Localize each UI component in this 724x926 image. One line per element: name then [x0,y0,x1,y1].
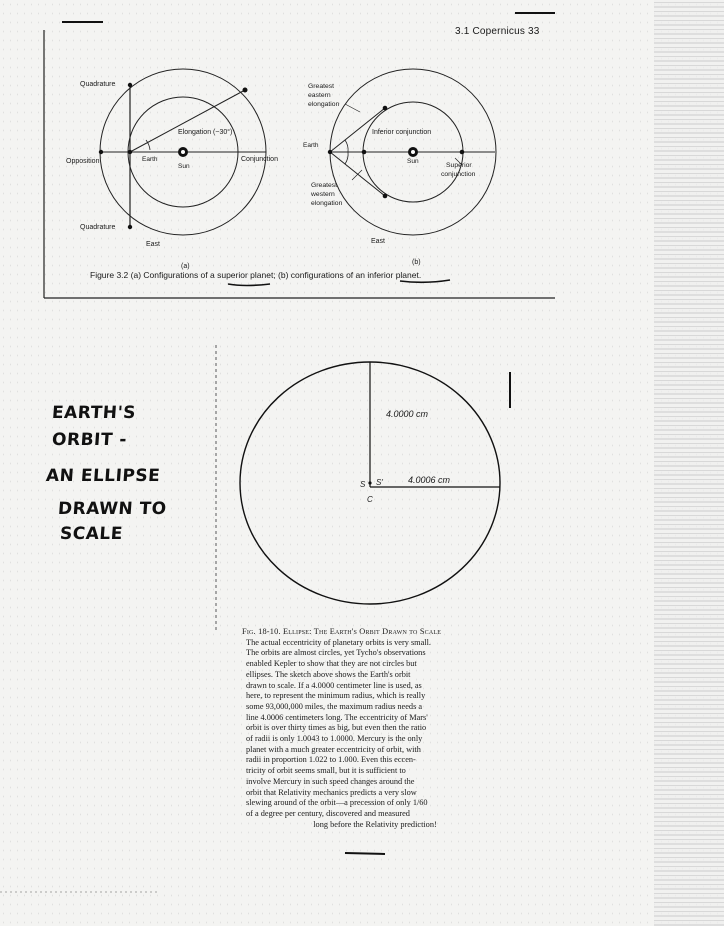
leader-line [345,104,360,112]
figure-3-2-caption: Figure 3.2 (a) Configurations of a superior planet; (b) configurations of an inferior planet. [90,270,422,280]
planet-dot [383,194,388,199]
caption-line: ellipses. The sketch above shows the Earth's orbit [246,669,411,679]
planet-dot [383,106,388,111]
label-conjunction: Conjunction [241,156,278,163]
angle-arc [345,152,348,164]
handwritten-line: ORBIT - [51,430,128,450]
handwritten-line: EARTH'S [51,403,137,423]
leader-line [352,170,362,180]
caption-line: The actual eccentricity of planetary orbits is very small. [246,637,431,647]
sun-symbol-center [181,150,185,154]
planet-dot [128,225,132,229]
caption-body [246,638,504,831]
focus-point [368,481,371,484]
caption-line: involve Mercury in such speed changes around the [246,776,415,786]
panel-a-diagram [66,69,278,270]
panel-tag-b: (b) [412,259,421,266]
caption-line: here, to represent the minimum radius, which is really [246,691,426,701]
label-superior-conjunction-1: Superior [446,162,472,169]
caption-line: of radii is only 1.0043 to 1.0000. Mercury is the only [246,734,423,744]
planet-dot [128,83,132,87]
label-superior-conjunction-2: conjunction [441,171,476,178]
caption-line: tricity of orbit seems small, but it is sufficient to [246,766,406,776]
handwritten-line: DRAWN TO [57,499,168,519]
handwritten-underline [228,284,270,286]
label-s-prime: S' [376,478,383,487]
figure-18-10 [0,340,724,630]
handwritten-line: AN ELLIPSE [45,466,161,486]
planet-dot [243,88,248,93]
bottom-scan-marks [0,840,724,900]
label-sun: Sun [178,163,190,170]
label-opposition: Opposition [66,158,100,165]
western-tangent [330,152,385,196]
label-greatest-eastern-2: eastern [308,92,331,99]
caption-line: drawn to scale. If a 4.0000 centimeter line is used, as [246,680,422,690]
label-quadrature-top: Quadrature [80,81,116,88]
planet-dot [362,150,367,155]
label-greatest-eastern-3: elongation [308,101,340,108]
label-greatest-western-3: elongation [311,200,343,207]
planet-dot [460,150,465,155]
panel-b-diagram [303,69,496,266]
handwritten-line: SCALE [59,524,124,544]
caption-line: orbit is over thirty times as big, but even then the ratio [246,723,427,733]
caption-line: radii in proportion 1.022 to 1.000. Even this eccen- [246,755,416,765]
label-c: C [367,495,373,504]
label-sun: Sun [407,158,419,165]
label-major-radius: 4.0006 cm [408,475,451,485]
caption-line-last: long before the Relativity prediction! [313,819,437,829]
label-greatest-eastern-1: Greatest [308,83,335,90]
figure-18-10-caption [242,627,504,830]
elongation-line [130,90,245,152]
handwritten-underline [400,280,450,282]
planet-dot [99,150,103,154]
caption-line: planet with a much greater eccentricity of orbit, with [246,744,421,754]
label-east: East [371,238,386,245]
label-earth: Earth [303,142,319,149]
angle-arc [345,140,348,152]
caption-line: orbit that Relativity mechanics predicts a very slow [246,787,417,797]
label-greatest-western-1: Greatest [311,182,338,189]
label-inferior-conjunction: Inferior conjunction [372,129,432,136]
caption-line: of a degree per century, discovered and measured [246,808,410,818]
label-minor-radius: 4.0000 cm [386,409,429,419]
label-earth: Earth [142,156,158,163]
caption-line: slewing around of the orbit—a precession of only 1/60 [246,798,428,808]
running-head: 3.1 Copernicus 33 [455,26,540,37]
sun-symbol-center [411,150,415,154]
earth-dot [328,150,332,154]
scan-mark-line [345,853,385,854]
caption-line: enabled Kepler to show that they are not circles but [246,659,417,669]
panel-tag-a: (a) [181,263,190,270]
label-elongation: Elongation (~30°) [178,129,233,136]
figure-3-2 [0,0,724,300]
earth-dot [128,150,132,154]
label-greatest-western-2: western [311,191,335,198]
caption-line: The orbits are almost circles, yet Tycho's observations [246,648,426,658]
label-east: East [146,241,161,248]
caption-title: Fig. 18-10. Ellipse: The Earth's Orbit Drawn to Scale [242,627,442,636]
caption-line: line 4.0006 centimeters long. The eccentricity of Mars' [246,712,428,722]
caption-line: some 93,000,000 miles, the maximum radius needs a [246,701,423,711]
label-quadrature-bottom: Quadrature [80,224,116,231]
label-s: S [360,480,366,489]
